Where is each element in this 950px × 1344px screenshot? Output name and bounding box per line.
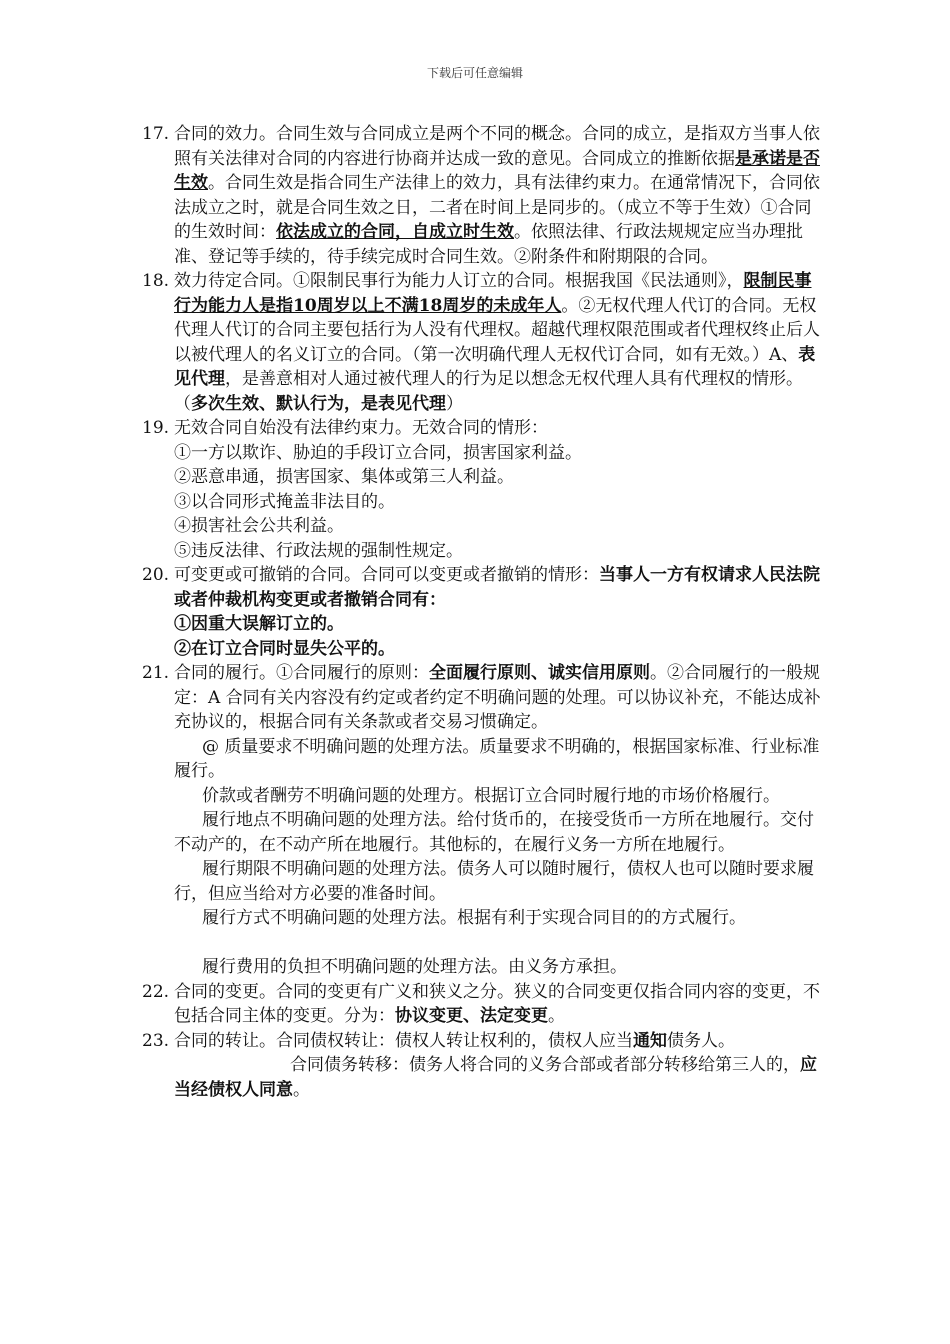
item-number: 18. bbox=[142, 271, 170, 291]
page-header: 下载后可任意编辑 bbox=[426, 66, 523, 80]
indented-paragraph: 履行费用的负担不明确问题的处理方法。由义务方承担。 bbox=[202, 957, 627, 977]
item-paragraph: 合同的变更。合同的变更有广义和狭义之分。狭义的合同变更仅指合同内容的变更，不包括合同主体的变更。分为：协议变更、法定变更。 bbox=[174, 981, 820, 1026]
item-paragraph: 合同的履行。①合同履行的原则：全面履行原则、诚实信用原则。②合同履行的一般规定：A 合同有关内容没有约定或者约定不明确问题的处理。可以协议补充，不能达成补充协议的，根据合同有关条款或者交易习惯确定。 bbox=[174, 663, 821, 732]
bold-text: 协议变更、法定变更 bbox=[395, 1006, 548, 1026]
item-number: 23. bbox=[142, 1030, 170, 1051]
item-paragraph: 合同的转让。合同债权转让：债权人转让权利的，债权人应当通知债务人。 bbox=[174, 1030, 735, 1051]
list-item bbox=[142, 416, 822, 563]
list-item bbox=[142, 269, 822, 416]
item-number: 20. bbox=[142, 565, 170, 585]
blank-line bbox=[174, 931, 822, 956]
sub-list-item: ⑤违反法律、行政法规的强制性规定。 bbox=[174, 540, 463, 561]
list-item bbox=[142, 122, 822, 269]
sub-list-item: ①一方以欺诈、胁迫的手段订立合同，损害国家利益。 bbox=[174, 442, 582, 463]
bold-text: 当事人一方有权请求人民法院或者仲裁机构变更或者撤销合同有： bbox=[174, 565, 820, 610]
sub-list-item: ②恶意串通，损害国家、集体或第三人利益。 bbox=[174, 467, 514, 487]
indented-paragraph: 履行地点不明确问题的处理方法。给付货币的，在接受货币一方所在地履行。交付不动产的，在不动产所在地履行。其他标的，在履行义务一方所在地履行。 bbox=[174, 810, 814, 855]
bold-text: 表见代理 bbox=[174, 344, 816, 389]
indented-paragraph: @ 质量要求不明确问题的处理方法。质量要求不明确的，根据国家标准、行业标准履行。 bbox=[174, 736, 820, 781]
list-item bbox=[142, 661, 822, 980]
emphasis-text: 是承诺是否生效 bbox=[174, 148, 820, 193]
bold-text: 应当经债权人同意 bbox=[174, 1055, 817, 1100]
indented-paragraph: 价款或者酬劳不明确问题的处理方。根据订立合同时履行地的市场价格履行。 bbox=[202, 785, 780, 806]
item-paragraph: 合同的效力。合同生效与合同成立是两个不同的概念。合同的成立，是指双方当事人依照有关法律对合同的内容进行协商并达成一致的意见。合同成立的推断依据是承诺是否生效。合同生效是指合同生产法律上的效力，具有法律约束力。在通常情况下，合同依法成立之时，就是合同生效之日，二者在时间上是同步的。（成立不等于生效）①合同的生效时间：依法成立的合同，自成立时生效。依照法律、行政法规规定应当办理批准、登记等手续的，待手续完成时合同生效。②附条件和附期限的合同。 bbox=[174, 124, 820, 267]
indented-paragraph: 履行期限不明确问题的处理方法。债务人可以随时履行，债权人也可以随时要求履行，但应当给对方必要的准备时间。 bbox=[174, 859, 814, 904]
item-number: 22. bbox=[142, 981, 170, 1002]
sub-list-item: ④损害社会公共利益。 bbox=[174, 516, 344, 536]
item-paragraph: 效力待定合同。①限制民事行为能力人订立的合同。根据我国《民法通则》，限制民事行为能力人是指10周岁以上不满18周岁的未成年人。②无权代理人代订的合同。无权代理人代订的合同主要包括行为人没有代理权。超越代理权限范围或者代理权终止后人以被代理人的名义订立的合同。（第一次明确代理人无权代订合同，如有无效。）A、表见代理，是善意相对人通过被代理人的行为足以想念无权代理人具有代理权的情形。（多次生效、默认行为，是表见代理） bbox=[174, 271, 820, 414]
item-number: 17. bbox=[142, 124, 170, 144]
item-intro: 无效合同自始没有法律约束力。无效合同的情形： bbox=[174, 418, 548, 438]
item-paragraph: 可变更或可撤销的合同。合同可以变更或者撤销的情形：当事人一方有权请求人民法院或者仲裁机构变更或者撤销合同有： bbox=[174, 565, 820, 610]
sub-list-item: ③以合同形式掩盖非法目的。 bbox=[174, 491, 395, 512]
list-item bbox=[142, 1029, 822, 1103]
item-paragraph: 合同债务转移：债务人将合同的义务合部或者部分转移给第三人的，应当经债权人同意。 bbox=[174, 1055, 817, 1100]
item-number: 19. bbox=[142, 418, 170, 438]
indented-paragraph: 履行方式不明确问题的处理方法。根据有利于实现合同目的的方式履行。 bbox=[202, 908, 746, 928]
emphasis-text: 限制民事行为能力人是指10周岁以上不满18周岁的未成年人 bbox=[174, 271, 812, 316]
bold-text: 多次生效、默认行为，是表见代理 bbox=[191, 393, 446, 414]
list-item bbox=[142, 980, 822, 1029]
item-number: 21. bbox=[142, 663, 170, 683]
sub-list-item: ①因重大误解订立的。 bbox=[174, 614, 344, 634]
sub-list-item: ②在订立合同时显失公平的。 bbox=[174, 638, 395, 659]
document-body bbox=[142, 122, 822, 1102]
bold-text: 全面履行原则、诚实信用原则 bbox=[429, 663, 650, 683]
bold-text: 通知 bbox=[633, 1030, 667, 1051]
list-item bbox=[142, 563, 822, 661]
emphasis-text: 依法成立的合同，自成立时生效 bbox=[276, 222, 514, 242]
